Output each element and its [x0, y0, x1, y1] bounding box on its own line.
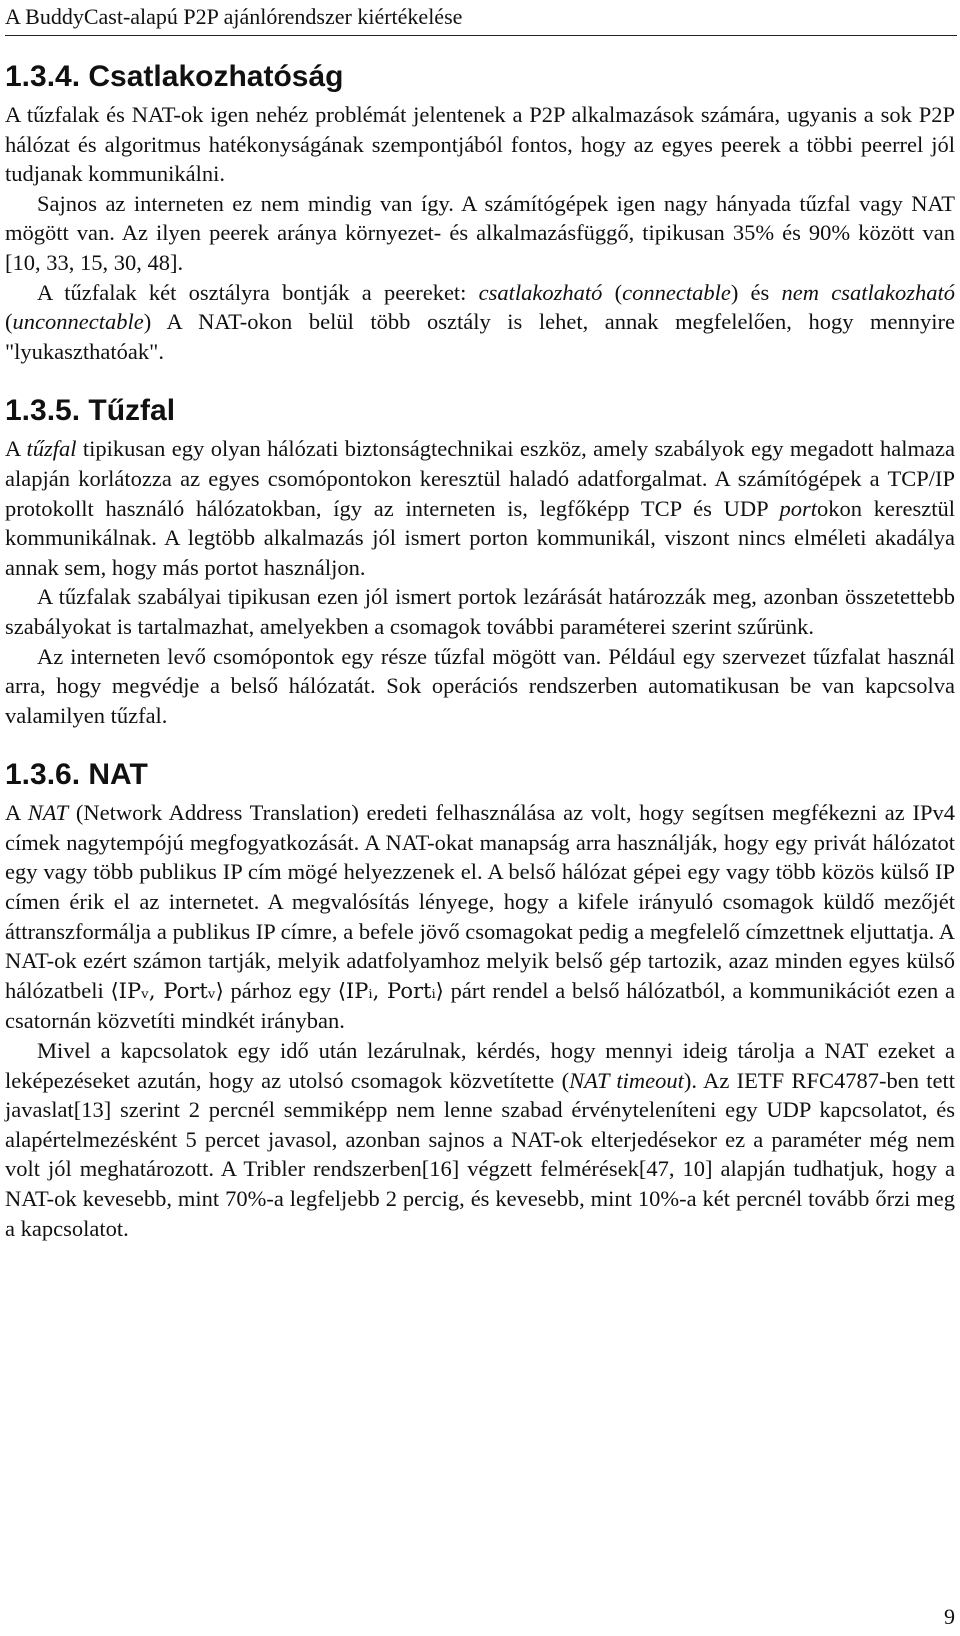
text-run: Sajnos az interneten ez nem mindig van így. A számítógépek igen nagy hányada tűzfal vagy NAT mögött van. Az ilyen peerek aránya környezet- és alkalmazásfüggő, tipikusan 35% és 90% között van [10, 33, 15, 30, 48].	[5, 190, 955, 275]
italic-term: unconnectable	[12, 309, 144, 335]
text-run: A tűzfalak két osztályra bontják a peereket:	[37, 279, 479, 305]
text-run: Az interneten levő csomópontok egy része tűzfal mögött van. Például egy szervezet tűzfalat használ arra, hogy megvédje a belső hálózatát. Sok operációs rendszerben automatikusan be van kapcsolva valamilyen tűzfal.	[5, 643, 955, 728]
paragraph	[5, 798, 955, 1036]
section-heading: 1.3.4. Csatlakozhatóság	[5, 60, 344, 93]
text-run: (	[5, 309, 13, 335]
paragraph	[5, 189, 955, 278]
section-nat	[5, 756, 955, 1243]
text-run: tipikusan egy olyan hálózati biztonságtechnikai eszköz, amely szabályok egy megadott halmaza alapján korlátozza az egyes csomópontokon keresztül haladó adatforgalmat. A számítógépek a TCP/IP protokollt használó hálózatokban, így az interneten is, legfőképp TCP és UDP	[5, 436, 955, 521]
italic-term: NAT timeout	[569, 1067, 684, 1093]
italic-term: NAT	[27, 800, 69, 826]
text-run: ). Az IETF RFC4787-ben tett javaslat[13] szerint 2 percnél semmiképp nem lenne szabad érvényteleníteni egy UDP kapcsolatot, és alapértelmezésként 5 percet javasol, azonban sajnos a NAT-ok elterjedésekor ez a paraméter még nem volt jól meghatározott. A Tribler rendszerben[16] végzett felmérések[47, 10] alapján tudhatjuk, hogy a NAT-ok kevesebb, mint 70%-a legfeljebb 2 percig, és kevesebb, mint 10%-a két percnél tovább őrzi meg a kapcsolatot.	[5, 1067, 955, 1241]
text-run: ) és	[730, 279, 782, 305]
italic-term: nem csatlakozható	[781, 279, 955, 305]
italic-term: connectable	[622, 279, 731, 305]
paragraph	[5, 278, 955, 367]
page-number: 9	[944, 1604, 955, 1629]
paragraph	[5, 1036, 955, 1243]
math-expression: ⟨IPᵥ, Portᵥ⟩	[110, 978, 224, 1003]
paragraph	[5, 100, 955, 189]
section-tuzfal	[5, 392, 955, 730]
paragraph	[5, 642, 955, 731]
italic-term: csatlakozható	[478, 279, 603, 305]
text-run: A tűzfalak és NAT-ok igen nehéz problémát jelentenek a P2P alkalmazások számára, ugyanis a sok P2P hálózat és algoritmus hatékonyságának szempontjából fontos, hogy az egyes peerek a többi peerrel jól tudjanak kommunikálni.	[5, 102, 955, 187]
text-run: párhoz egy	[223, 977, 338, 1003]
text-run: (	[602, 279, 623, 305]
page-content	[5, 58, 955, 1243]
section-csatlakozhatosag	[5, 58, 955, 366]
running-head: A BuddyCast-alapú P2P ajánlórendszer kiértékelése	[5, 4, 957, 36]
text-run: A tűzfalak szabályai tipikusan ezen jól ismert portok lezárását határozzák meg, azonban összetettebb szabályokat is tartalmazhat, amelyekben a csomagok további paraméterei szerint szűrünk.	[5, 584, 955, 639]
section-heading: 1.3.5. Tűzfal	[5, 394, 176, 428]
text-run: okon keresztül kommunikálnak. A legtöbb alkalmazás jól ismert porton kommunikál, viszont nincs elméleti akadálya annak sem, hogy más portot használjon.	[5, 495, 955, 580]
paragraph	[5, 582, 955, 641]
math-expression: ⟨IPᵢ, Portᵢ⟩	[337, 978, 444, 1003]
text-run: (Network Address Translation) eredeti felhasználása az volt, hogy segítsen megfékezni az IPv4 címek nagytempójú megfogyatkozását. A NAT-okat manapság arra használják, hogy egy privát hálózatot egy vagy több publikus IP cím mögé helyezzenek el. A belső hálózat gépei egy vagy több közös külső IP címen érik el az internetet. A megvalósítás lényege, hogy a kifele irányuló csomagok küldő mezőjét áttranszformálja a publikus IP címre, a befele jövő csomagokat pedig a megfelelő címzettnek eljuttatja. A NAT-ok ezért számon tartják, melyik adatfolyamhoz melyik belső gép tartozik, azaz minden egyes külső hálózatbeli	[5, 800, 955, 1003]
italic-term: tűzfal	[26, 436, 77, 462]
text-run: A	[5, 436, 27, 462]
section-heading: 1.3.6. NAT	[5, 758, 148, 792]
text-run: A	[5, 800, 28, 826]
text-run: párt rendel a belső hálózatból, a kommunikációt ezen a csatornán közvetíti mindkét irányban.	[5, 977, 956, 1034]
text-run: Mivel a kapcsolatok egy idő után lezárulnak, kérdés, hogy mennyi ideig tárolja a NAT ezeket a leképezéseket azután, hogy az utolsó csomagok közvetítette (	[5, 1038, 955, 1093]
text-run: ) A NAT-okon belül több osztály is lehet, annak megfelelően, hogy mennyire "lyukaszthatóak".	[5, 309, 955, 364]
paragraph	[5, 434, 955, 582]
italic-term: port	[779, 495, 818, 521]
